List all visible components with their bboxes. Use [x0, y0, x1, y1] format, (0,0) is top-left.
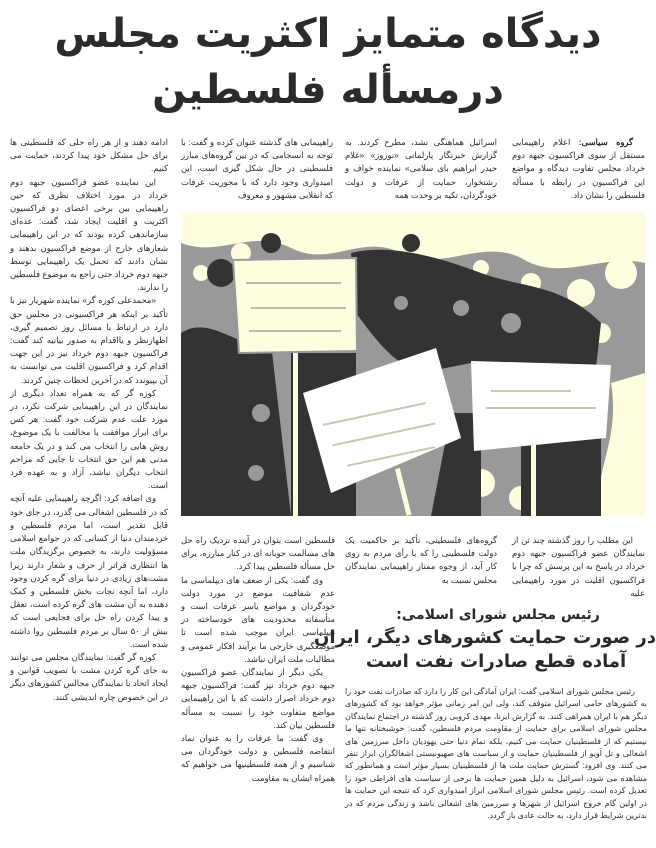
column-4 [10, 136, 168, 704]
sidebar-headline-line2: آماده قطع صادرات نفت است [365, 651, 627, 672]
sidebar-headline [314, 626, 656, 674]
column-3-top [181, 136, 333, 202]
sidebar-headline-line1: در صورت حمایت کشورهای دیگر، ایران [314, 627, 656, 648]
lower-col3-paragraph: وی گفت: ما عرفات را به عنوان نماد انتفاضه فلسطین و دولت خودگردان می شناسیم و از همه فلسطینیها می خواهیم که همراه ایشان به مقاومت [181, 733, 335, 783]
photo-graphic [181, 213, 645, 516]
col4-paragraph: کوزه گر گفت: نمایندگان مجلس می توانند به جای گره کردن مشت با تصویب قوانین و ایجاد اتحاد با نمایندگان مجالس کشورهای دیگر در این خصوص چاره اندیشی کنند. [10, 651, 168, 702]
main-headline-line2: درمسأله فلسطین [152, 67, 504, 113]
lead-text: اعلام راهپیمایی مستقل از سوی فراکسیون جبهه دوم خرداد مجلس تفاوت دیدگاه و مواضع این فراکسیون در رابطه با مسأله فلسطین را نشان داد. [512, 137, 645, 200]
col4-paragraph: ادامه دهند و از هر راه حلی که فلسطینی ها برای حل مشکل خود پیدا کردند، حمایت می کنیم. [10, 137, 168, 174]
lower-col3-paragraph: یکی دیگر از نمایندگان عضو فراکسیون جبهه دوم خرداد نیز گفت: فراکسیون جبهه دوم خرداد اصرار داشت که با این راهپیمایی مواضع متفاوت خود را نسبت به مسأله فلسطین بیان کند. [181, 667, 335, 730]
lower-col2-text: گروه‌های فلسطینی، تأکید بر حاکمیت یک دولت فلسطینی را که با رأی مردم به روی کار آید، از وجوه ممتاز راهپیمایی نمایندگان مجلس نسبت به [345, 535, 497, 585]
column-2-top [345, 136, 497, 202]
main-headline-line1: دیدگاه متمایز اکثریت مجلس [54, 11, 602, 57]
sidebar-kicker: رئیس مجلس شورای اسلامی: [396, 607, 600, 623]
col4-paragraph: وی اضافه کرد: اگرچه راهپیمایی علیه آنچه که در فلسطین اشغالی می گذرد، در جای خود قابل تقدیر است، اما مردم فلسطین و خردمندان دنیا از کسانی که در جوامع اسلامی مسؤولیت دارند، به خصوص برگزیدگان ملت ها انتظاری فراتر از حرف و شعار دارند زیرا مشت‌های زیادی در دنیا برای گره کردن وجود دارد، اما آنچه نجات بخش فلسطین و کمک دهنده به آن مشت های گره کرده است، تعقل و پیدا کردن راه حل برای فجایعی است که بیش از ۵۰ سال بر مردم فلسطین روا داشته شده است. [10, 493, 168, 649]
column-3-text: راهپیمایی های گذشته عنوان کرده و گفت: با توجه به انسجامی که در بین گروه‌های مبارز فلسطینی در حال شکل گیری است، این امیدواری وجود دارد که با محوریت عرفات که انقلابی مشهور و معروف [181, 137, 333, 200]
lower-col3-paragraph: وی گفت: یکی از ضعف های دیپلماسی ما عدم شفافیت موضع در مورد دولت خودگردان و مواضع یاسر عرفات است و متأسفانه محدودیت های خودساخته در دیپلماسی ایران موجب شده است تا موضعگیری خارجی ما برآیند افکار عمومی و مطالبات ملت ایران نباشد. [181, 574, 335, 664]
lead-column [512, 136, 645, 202]
lower-col3-paragraph: فلسطین است بتوان در آینده نزدیک راه حل های مسالمت جویانه ای در کنار مبارزه، برای حل مسأله فلسطین پیدا کرد. [181, 535, 335, 572]
lower-column-2 [345, 534, 497, 587]
col4-paragraph: این نماینده عضو فراکسیون جبهه دوم خرداد در مورد اختلاف نظری که حین راهپیمایی بین برخی اعضای دو فراکسیون اکثریت و اقلیت ایجاد شد، گفت: عده‌ای سازماندهی کرده بودند که در این راهپیمایی شعارهای خارج از موضع فراکسیون بدهند و نشان دادند که تحمل یک راهپیمایی توسط جبهه دوم خرداد حتی راجع به موضوع فلسطین را ندارند. [10, 176, 168, 293]
col4-paragraph: «محمدعلی کوزه گر» نماینده شهریار نیز با تأکید بر اینکه هر فراکسیونی در مجلس حق دارد در ارتباط با مسائل روز تصمیم گیری، اظهارنظر و یااقدام به صدور بیانیه کند گفت: فراکسیون جبهه دوم خرداد نیز در این جهت اقدام کرد و فراکسیون اقلیت می توانست به آن بپیوندد که در آخرین لحظات چنین کردند. [10, 295, 168, 385]
sidebar-body-text: رئیس مجلس شورای اسلامی گفت: ایران آمادگی این کار را دارد که صادرات نفت خود را به کشورهای حامی اسرائیل متوقف کند، ولی این امر زمانی مؤثر خواهد بود که کشورهای دیگر هم با ایران همراهی کنند. به گزارش ایرنا، مهدی کروبی روز گذشته در اجتماع نمایندگان مجلس شورای اسلامی برای حمایت از مقاومت مردم فلسطین، گفت: خوشبختانه تنها ما نیستیم که از فلسطینیان حمایت می کنیم، بلکه تمام دنیا حتی یهودیان داخل سرزمین های اشغالی و تل آویو از فلسطینیان حمایت و از سیاست های صهیونیستی اشغالگران ابراز تنفر می کنند. وی افزود: گسترش حمایت ملت ها از فلسطینیان بسیار مؤثر است و همانطور که مشاهده می شود، اسرائیل به دلیل همین حمایت ها برخی از سیاست های افراطی خود را تعدیل کرده است. رئیس مجلس شورای اسلامی ابراز امیدواری کرد که نتیجه این حمایت ها در اولین گام خروج اسرائیل از شهرها و سرزمین های اشغالی باشد و زندگی مردم که در بدترین شرایط قرار دارد، به حالت عادی باز گردد. [345, 687, 648, 821]
column-2-text: اسرائیل هماهنگی نشد، مطرح کردند. به گزارش خبرنگار پارلمانی «نوروز» «غلام حیدر ابراهیم بای سلامی» نماینده خواف و رشتخوار، حمایت از عرفات و دولت خودگردان، تکیه بر وحدت همه [345, 137, 497, 200]
lead-label: گروه سیاسی: [578, 137, 633, 147]
lower-col1-text: این مطلب را روز گذشته چند تن از نمایندگان عضو فراکسیون جبهه دوم خرداد در پاسخ به این پرسش که چرا با فراکسیون اقلیت در مورد راهپیمایی علیه [512, 535, 645, 598]
col4-paragraph: کوزه گر که به همراه تعداد دیگری از نمایندگان در این راهپیمایی شرکت نکرد، در مورد علت عدم شرکت خود گفت: هر کس برای ابراز موافقت یا مخالفت با یک موضوع، روش هایی را انتخاب می کند و در یک جامعه مدنی هم این حق انتخاب تا جایی که مزاحم انتخاب دیگران نباشد، آزاد و به عهده فرد است. [10, 387, 168, 491]
lower-column-1 [512, 534, 645, 600]
protest-photo [181, 213, 645, 516]
lower-column-3 [181, 534, 335, 785]
sidebar-body [345, 686, 647, 822]
